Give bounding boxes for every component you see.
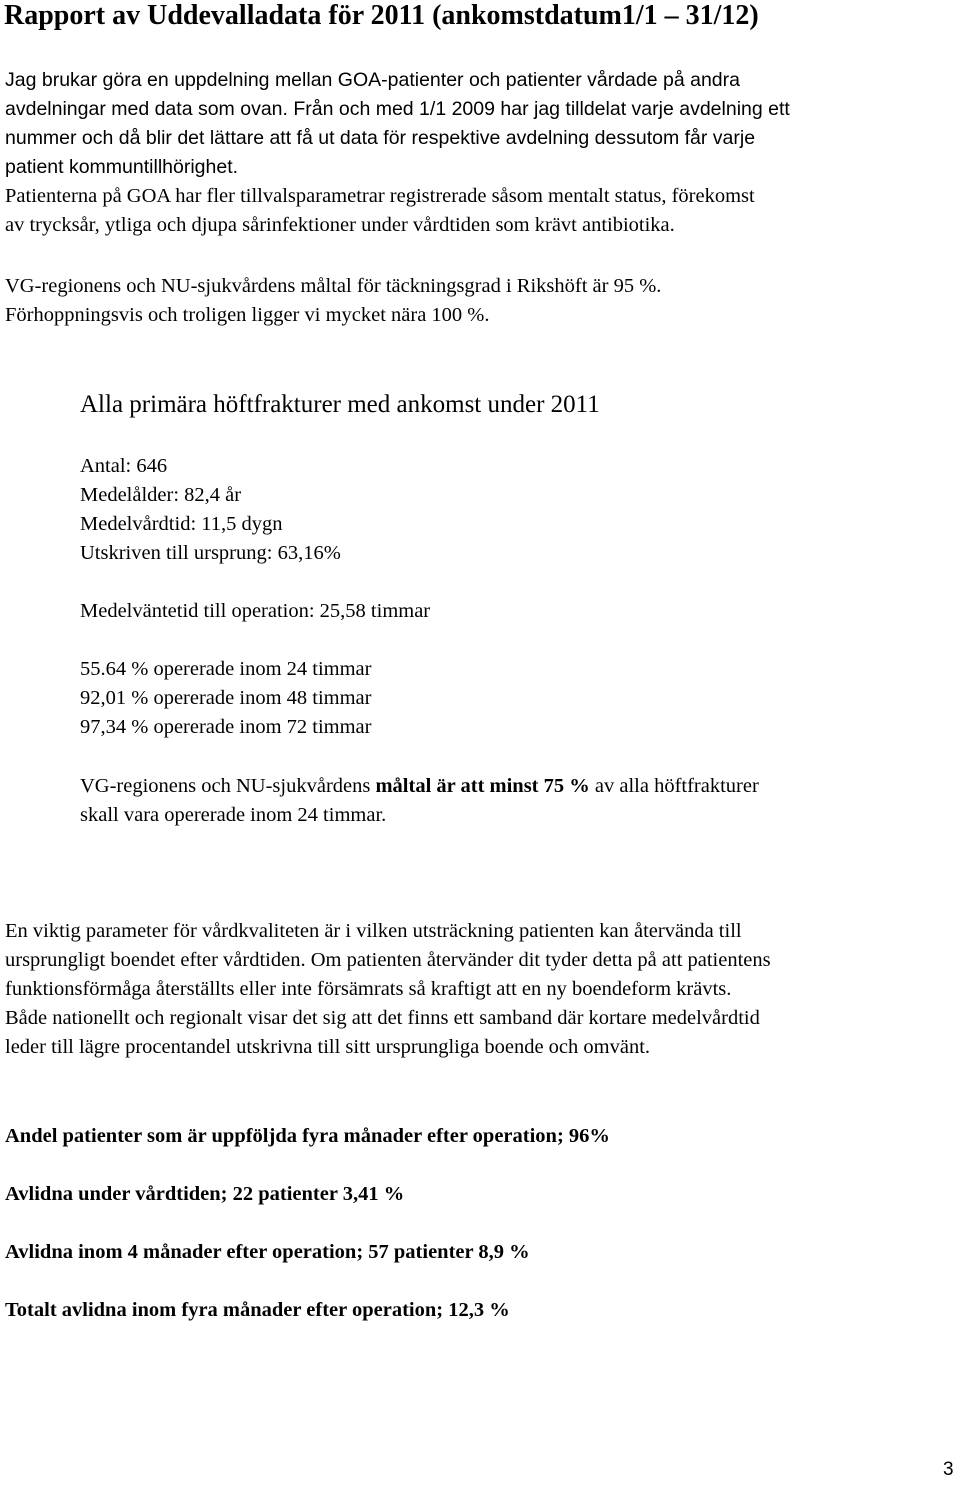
intro-line: patient kommuntillhörighet.	[5, 156, 239, 178]
goal-line: skall vara opererade inom 24 timmar.	[80, 804, 387, 826]
goal-block	[80, 772, 940, 830]
operated-line: 92,01 % opererade inom 48 timmar	[80, 687, 372, 709]
goal-text-post: av alla höftfrakturer	[589, 775, 759, 797]
operated-block	[80, 655, 940, 742]
intro-line: av trycksår, ytliga och djupa sårinfektioner under vårdtiden som krävt antibiotika.	[5, 214, 675, 236]
stat-line: Utskriven till ursprung: 63,16%	[80, 542, 341, 564]
section-heading: Alla primära höftfrakturer med ankomst under 2011	[80, 391, 600, 418]
died-during-care-summary: Avlidna under vårdtiden; 22 patienter 3,41 %	[5, 1183, 405, 1205]
wait-time: Medelväntetid till operation: 25,58 timmar	[80, 600, 431, 622]
report-title: Rapport av Uddevalladata för 2011 (ankomstdatum1/1 – 31/12)	[4, 0, 759, 31]
target-line: VG-regionens och NU-sjukvårdens måltal för täckningsgrad i Rikshöft är 95 %.	[5, 275, 662, 297]
intro-line: Jag brukar göra en uppdelning mellan GOA-patienter och patienter vårdade på andra	[5, 69, 740, 91]
intro-paragraph	[5, 66, 955, 240]
goal-text-bold: måltal är att minst 75 %	[375, 775, 590, 797]
quality-line: leder till lägre procentandel utskrivna till sitt ursprungliga boende och omvänt.	[5, 1036, 651, 1058]
quality-paragraph	[5, 917, 955, 1062]
stat-line: Medelvårdtid: 11,5 dygn	[80, 513, 283, 535]
intro-line: avdelningar med data som ovan. Från och med 1/1 2009 har jag tilldelat varje avdelning ett	[5, 98, 790, 120]
operated-line: 97,34 % opererade inom 72 timmar	[80, 716, 372, 738]
intro-line: nummer och då blir det lättare att få ut data för respektive avdelning dessutom får varje	[5, 127, 756, 149]
goal-line	[80, 772, 940, 801]
stats-block	[80, 452, 940, 568]
quality-line: Både nationellt och regionalt visar det sig att det finns ett samband där kortare medelvårdtid	[5, 1007, 760, 1029]
quality-line: funktionsförmåga återställts eller inte försämrats så kraftigt att en ny boendeform krävts.	[5, 978, 732, 1000]
goal-text-pre: VG-regionens och NU-sjukvårdens	[80, 775, 376, 797]
quality-line: En viktig parameter för vårdkvaliteten är i vilken utsträckning patienten kan återvända till	[5, 920, 742, 942]
total-died-summary: Totalt avlidna inom fyra månader efter operation; 12,3 %	[5, 1299, 510, 1321]
died-within-4-months-summary: Avlidna inom 4 månader efter operation; 57 patienter 8,9 %	[5, 1241, 530, 1263]
stat-line: Medelålder: 82,4 år	[80, 484, 242, 506]
target-line: Förhoppningsvis och troligen ligger vi mycket nära 100 %.	[5, 304, 490, 326]
page-number: 3	[943, 1459, 954, 1480]
operated-line: 55.64 % opererade inom 24 timmar	[80, 658, 372, 680]
quality-line: ursprungligt boendet efter vårdtiden. Om patienten återvänder dit tyder detta på att patientens	[5, 949, 771, 971]
target-paragraph	[5, 272, 955, 330]
stat-line: Antal: 646	[80, 455, 168, 477]
wait-time-block	[80, 597, 940, 626]
followup-summary: Andel patienter som är uppföljda fyra månader efter operation; 96%	[5, 1125, 610, 1147]
intro-line: Patienterna på GOA har fler tillvalsparametrar registrerade såsom mentalt status, förekomst	[5, 185, 755, 207]
